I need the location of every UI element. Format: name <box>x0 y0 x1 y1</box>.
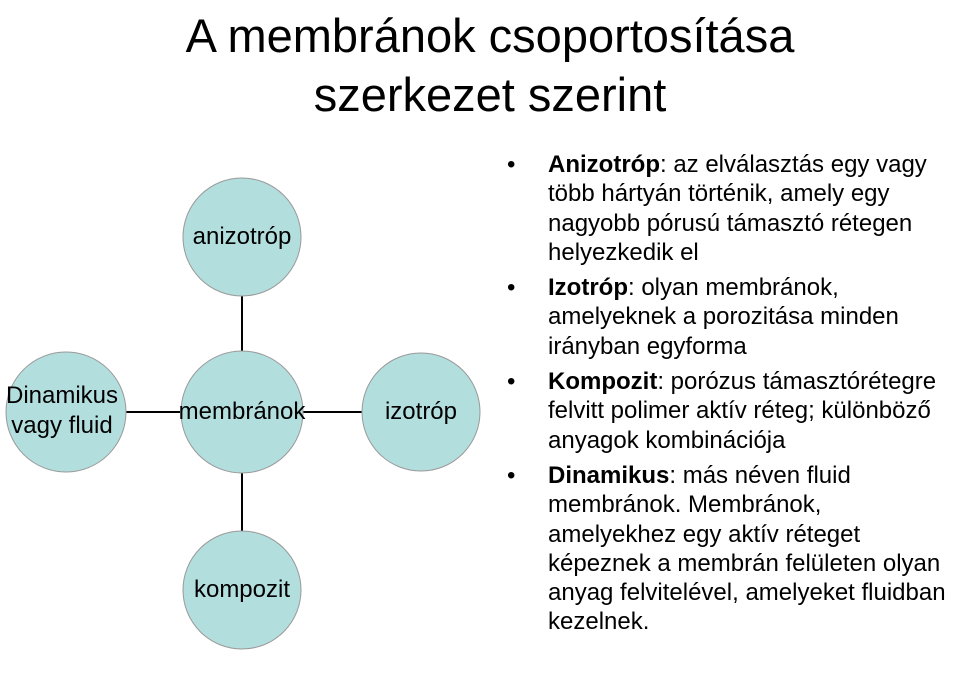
text-dinamikus: : más néven fluid membránok. Membránok, amelyekhez egy aktív réteget képeznek a membrán felületen olyan anyag felvitelével, amelyeket fluidban kezelnek. <box>548 461 946 636</box>
bullet-kompozit <box>503 367 953 455</box>
label-membranok: membránok <box>178 398 306 425</box>
label-izotrop: izotróp <box>384 398 458 425</box>
text-anizotrop: : az elválasztás egy vagy több hártyán történik, amely egy nagyobb pórusú támasztó rétegen helyezkedik el <box>548 151 927 266</box>
bullet-anizotrop <box>503 150 953 267</box>
bullet-dinamikus <box>503 461 953 637</box>
term-izotrop: Izotróp <box>548 274 628 302</box>
title-line-1: A membránok csoportosítása <box>185 9 795 62</box>
bullet-izotrop <box>503 273 953 361</box>
text-kompozit: : porózus támasztórétegre felvitt polimer aktív réteg; különböző anyagok kombinációja <box>548 368 937 454</box>
label-dinamikus <box>0 381 124 441</box>
label-dinamikus-line-1: Dinamikus <box>5 382 119 409</box>
definition-list <box>503 150 953 637</box>
text-izotrop: : olyan membránok, amelyeknek a porozitása minden irányban egyforma <box>548 274 899 360</box>
term-anizotrop: Anizotróp <box>548 151 660 178</box>
label-dinamikus-line-2: vagy fluid <box>11 412 113 439</box>
label-anizotrop: anizotróp <box>192 223 292 250</box>
label-kompozit: kompozit <box>193 576 291 603</box>
title-line-2: szerkezet szerint <box>313 68 667 121</box>
term-dinamikus: Dinamikus <box>548 461 670 489</box>
term-kompozit: Kompozit <box>548 368 658 396</box>
